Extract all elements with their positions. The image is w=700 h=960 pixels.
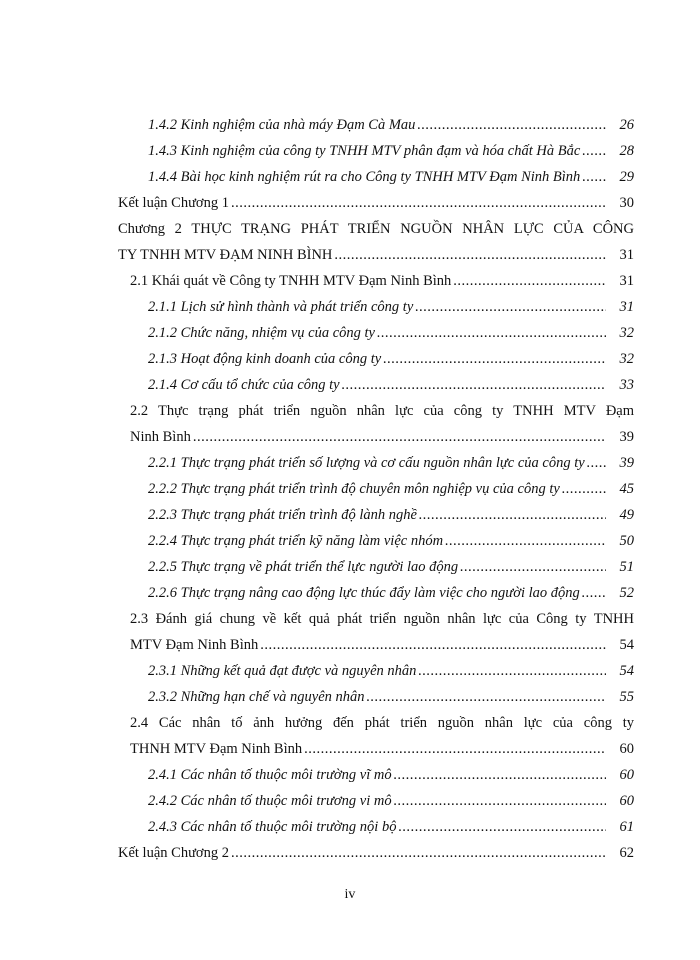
dot-leader xyxy=(582,580,606,606)
toc-entry-label: Kết luận Chương 2 xyxy=(118,845,229,861)
toc-entry-label: MTV Đạm Ninh Bình xyxy=(130,637,259,653)
dot-leader xyxy=(304,736,606,762)
toc-entry-2-3-line1: 2.3 Đánh giá chung về kết quả phát triển nguồn nhân lực của Công ty TNHH xyxy=(130,611,634,627)
dot-leader xyxy=(453,268,606,294)
toc-page-number: 30 xyxy=(619,195,634,211)
toc-entry-2-4 xyxy=(118,736,634,762)
toc-page-number: 61 xyxy=(619,819,634,835)
toc-entry-2-2-6 xyxy=(118,580,634,606)
dot-leader xyxy=(582,138,606,164)
toc-entry-2-2 xyxy=(118,424,634,450)
dot-leader xyxy=(562,476,606,502)
dot-leader xyxy=(383,346,606,372)
dot-leader xyxy=(394,788,606,814)
toc-entry-label: 1.4.4 Bài học kinh nghiệm rút ra cho Công ty TNHH MTV Đạm Ninh Bình xyxy=(148,169,581,185)
dot-leader xyxy=(334,242,606,268)
dot-leader xyxy=(260,632,606,658)
toc-entry-label: 2.4.1 Các nhân tố thuộc môi trường vĩ mô xyxy=(148,767,392,783)
toc-entry-label: Ninh Bình xyxy=(130,429,191,445)
dot-leader xyxy=(394,762,606,788)
toc-entry-label: 2.2.3 Thực trạng phát triển trình độ lành nghề xyxy=(148,507,417,523)
toc-entry-label: 2.2.4 Thực trạng phát triển kỹ năng làm việc nhóm xyxy=(148,533,444,549)
toc-entry-2-2-line1: 2.2 Thực trạng phát triển nguồn nhân lực của công ty TNHH MTV Đạm xyxy=(130,403,634,419)
toc-page-number: 32 xyxy=(619,351,634,367)
toc-page-number: 39 xyxy=(619,429,634,445)
toc-entry-1-4-4 xyxy=(118,164,634,190)
toc-entry-2-1 xyxy=(118,268,634,294)
toc-page-number: 28 xyxy=(619,143,634,159)
toc-page-number: 52 xyxy=(619,585,634,601)
toc-entry-chapter-2-line1: Chương 2 THỰC TRẠNG PHÁT TRIỂN NGUỒN NHÂN LỰC CỦA CÔNG xyxy=(118,221,634,237)
toc-entry-2-2-2 xyxy=(118,476,634,502)
toc-entry-label: 2.2.6 Thực trạng nâng cao động lực thúc đẩy làm việc cho người lao động xyxy=(148,585,580,601)
toc-entry-2-3 xyxy=(118,632,634,658)
toc-entry-2-1-3 xyxy=(118,346,634,372)
page-number-footer: iv xyxy=(344,887,356,902)
toc-page-number: 49 xyxy=(619,507,634,523)
toc-entry-label: 2.4.3 Các nhân tố thuộc môi trường nội bộ xyxy=(148,819,397,835)
toc-page-number: 54 xyxy=(619,663,634,679)
toc-page-number: 31 xyxy=(619,247,634,263)
toc-page-number: 45 xyxy=(619,481,634,497)
toc-entry-2-4-2 xyxy=(118,788,634,814)
toc-entry-label: 2.1.4 Cơ cấu tổ chức của công ty xyxy=(148,377,340,393)
toc-page-number: 54 xyxy=(619,637,634,653)
dot-leader xyxy=(342,372,606,398)
toc-page-number: 26 xyxy=(619,117,634,133)
toc-entry-label: TY TNHH MTV ĐẠM NINH BÌNH xyxy=(118,247,333,263)
toc-page-number: 32 xyxy=(619,325,634,341)
toc-entry-1-4-2 xyxy=(118,112,634,138)
dot-leader xyxy=(193,424,606,450)
dot-leader xyxy=(460,554,606,580)
toc-page-number: 31 xyxy=(619,273,634,289)
dot-leader xyxy=(377,320,606,346)
toc-entry-label: 2.2.5 Thực trạng về phát triển thể lực người lao động xyxy=(148,559,459,575)
toc-entry-1-4-3 xyxy=(118,138,634,164)
toc-page-number: 29 xyxy=(619,169,634,185)
toc-page-number: 39 xyxy=(619,455,634,471)
toc-entry-label: 2.4.2 Các nhân tố thuộc môi trương vi mô xyxy=(148,793,392,809)
toc-entry-label: Kết luận Chương 1 xyxy=(118,195,229,211)
table-of-contents xyxy=(118,112,634,866)
toc-entry-2-3-2 xyxy=(118,684,634,710)
dot-leader xyxy=(398,814,606,840)
toc-page-number: 62 xyxy=(619,845,634,861)
toc-page-number: 60 xyxy=(619,741,634,757)
toc-entry-label: 2.2.1 Thực trạng phát triển số lượng và cơ cấu nguồn nhân lực của công ty xyxy=(148,455,585,471)
toc-entry-chapter-2 xyxy=(118,242,634,268)
toc-page-number: 33 xyxy=(619,377,634,393)
toc-entry-2-2-1 xyxy=(118,450,634,476)
toc-page-number: 51 xyxy=(619,559,634,575)
dot-leader xyxy=(582,164,606,190)
dot-leader xyxy=(419,502,606,528)
toc-entry-conclusion-1 xyxy=(118,190,634,216)
dot-leader xyxy=(417,112,606,138)
dot-leader xyxy=(587,450,606,476)
toc-entry-label: 2.1.2 Chức năng, nhiệm vụ của công ty xyxy=(148,325,375,341)
dot-leader xyxy=(367,684,606,710)
toc-page-number: 60 xyxy=(619,793,634,809)
dot-leader xyxy=(445,528,606,554)
toc-entry-2-1-2 xyxy=(118,320,634,346)
toc-entry-label: 2.2.2 Thực trạng phát triển trình độ chuyên môn nghiệp vụ của công ty xyxy=(148,481,560,497)
toc-entry-2-1-4 xyxy=(118,372,634,398)
toc-entry-2-2-3 xyxy=(118,502,634,528)
toc-page-number: 55 xyxy=(619,689,634,705)
toc-entry-conclusion-2 xyxy=(118,840,634,866)
dot-leader xyxy=(415,294,606,320)
toc-page-number: 31 xyxy=(619,299,634,315)
toc-entry-2-4-3 xyxy=(118,814,634,840)
toc-entry-2-1-1 xyxy=(118,294,634,320)
dot-leader xyxy=(231,840,606,866)
toc-page-number: 60 xyxy=(619,767,634,783)
toc-entry-label: 2.1.1 Lịch sử hình thành và phát triển công ty xyxy=(148,299,414,315)
dot-leader xyxy=(418,658,606,684)
toc-entry-2-4-1 xyxy=(118,762,634,788)
toc-entry-2-3-1 xyxy=(118,658,634,684)
toc-entry-2-4-line1: 2.4 Các nhân tố ảnh hưởng đến phát triển nguồn nhân lực của công ty xyxy=(130,715,634,731)
toc-entry-label: 2.1.3 Hoạt động kinh doanh của công ty xyxy=(148,351,382,367)
toc-entry-2-2-5 xyxy=(118,554,634,580)
toc-page-number: 50 xyxy=(619,533,634,549)
toc-entry-label: 2.1 Khái quát về Công ty TNHH MTV Đạm Ninh Bình xyxy=(130,273,452,289)
toc-entry-label: 2.3.2 Những hạn chế và nguyên nhân xyxy=(148,689,365,705)
toc-entry-label: 2.3.1 Những kết quả đạt được và nguyên nhân xyxy=(148,663,417,679)
toc-entry-label: 1.4.2 Kinh nghiệm của nhà máy Đạm Cà Mau xyxy=(148,117,416,133)
toc-entry-2-2-4 xyxy=(118,528,634,554)
dot-leader xyxy=(231,190,606,216)
toc-entry-label: 1.4.3 Kinh nghiệm của công ty TNHH MTV phân đạm và hóa chất Hà Bắc xyxy=(148,143,581,159)
toc-entry-label: THNH MTV Đạm Ninh Bình xyxy=(130,741,303,757)
